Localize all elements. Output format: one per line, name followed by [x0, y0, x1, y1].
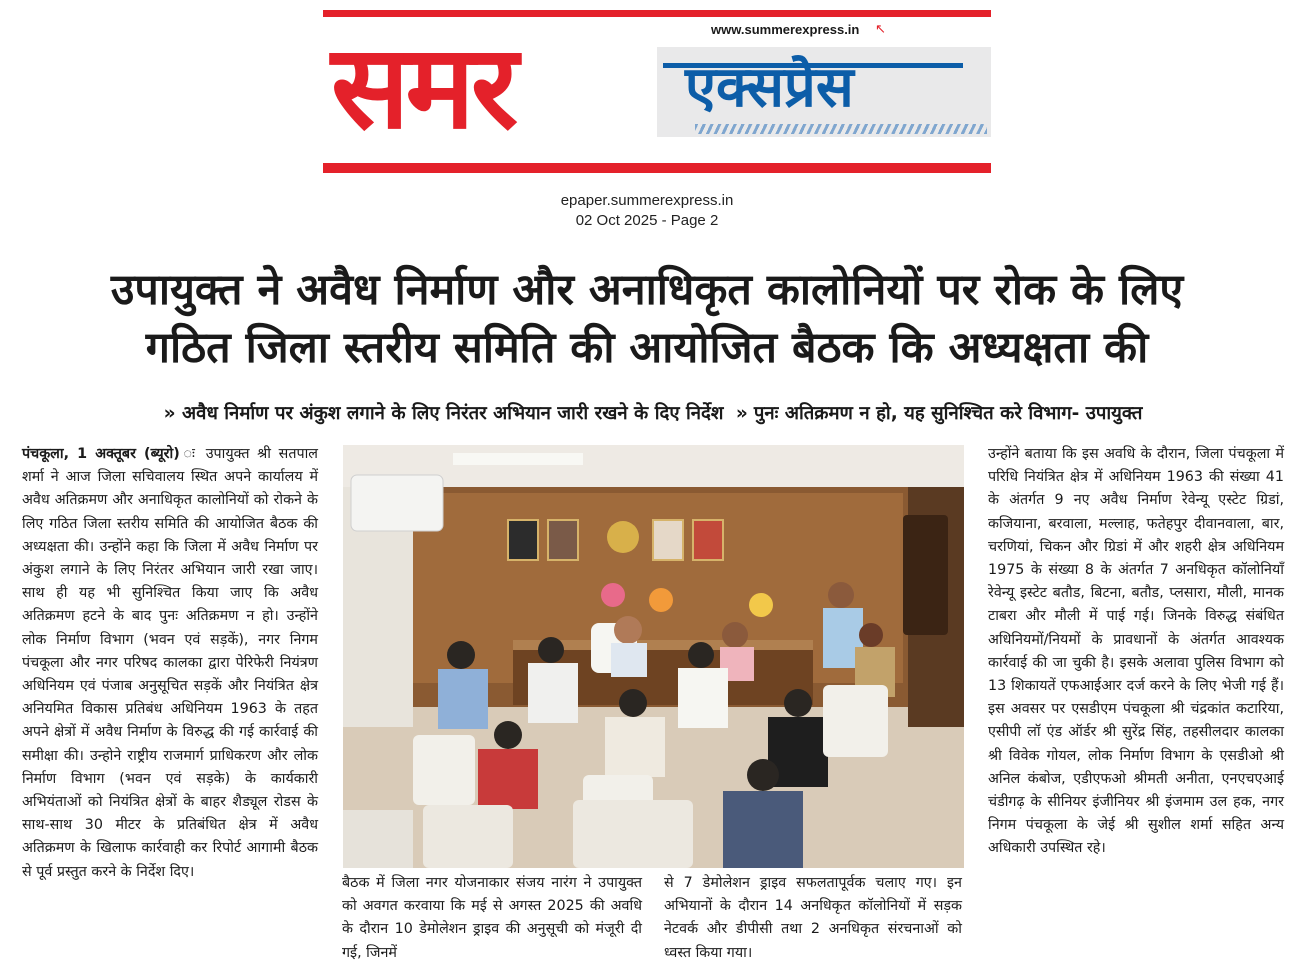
masthead-url: www.summerexpress.in: [711, 22, 860, 37]
meeting-photo-illustration: [343, 445, 964, 868]
subhead-part-1: अवैध निर्माण पर अंकुश लगाने के लिए निरंतर अभियान जारी रखने के दिए निर्देश: [182, 403, 724, 424]
headline-line-2: गठित जिला स्तरीय समिति की आयोजित बैठक कि अध्यक्षता की: [145, 323, 1149, 373]
subhead-marker: »: [163, 403, 176, 424]
subheadline: [28, 400, 1278, 425]
article-dateline: पंचकूला, 1 अक्तूबर (ब्यूरो): [22, 446, 180, 462]
article-column-left: [22, 443, 318, 884]
article-column-mid-1: बैठक में जिला नगर योजनाकार संजय नारंग ने उपायुक्त को अवगत करवाया कि मई से अगस्त 2025 की अवधि के दौरान 10 डेमोलेशन ड्राइव की अनुसूची को मंजूरी दी गई, जिनमें: [342, 875, 642, 961]
masthead-bottom-rule: [323, 163, 991, 173]
masthead-title-red: समर: [331, 20, 515, 155]
subhead-marker-2: »: [735, 403, 748, 424]
article-column-right: उन्होंने बताया कि इस अवधि के दौरान, जिला पंचकूला में परिधि नियंत्रित क्षेत्र में अधिनियम 1963 की संख्या 41 के अंतर्गत 9 नए अवैध निर्माण रेवेन्यू एस्टेट ग्रिडां, कजियाना, बरवाला, मल्लाह, फतेहपुर दीवानवाला, बार, चरणियां, चिकन और ग्रिडां में और शहरी क्षेत्र अधिनियम 1975 के संख्या 8 के अंतर्गत 7 अनधिकृत कॉलोनियाँ रेवेन्यू इस्टेट बतौड, बिटना, बतौड, प्लसारा, मौली, मानक टाबरा और मौली में पाई गई। जिनके विरुद्ध संबंधित अधिनियमों/नियमों के प्रावधानों के अंतर्गत आवश्यक कार्रवाई की जा चुकी है। इसके अलावा पुलिस विभाग को 13 शिकायतें एफआईआर दर्ज करने के लिए भेजी गई हैं। इस अवसर पर एसडीएम पंचकूला श्री चंद्रकांत कटारिया, एसीपी लॉ एंड ऑर्डर श्री सुरेंद्र सिंह, तहसीलदार कालका श्री विवेक गोयल, लोक निर्माण विभाग के एसडीओ श्री अनिल कंबोज, एडीएफओ श्रीमती अनीता, एनएचएआई चंडीगढ़ के सीनियर इंजीनियर श्री इंजमाम उल हक, नगर निगम पंचकूला के जेई श्री सुशील शर्मा सहित अन्य अधिकारी उपस्थित रहे।: [988, 446, 1284, 857]
meeting-photo: [343, 445, 964, 868]
epaper-site: epaper.summerexpress.in: [560, 192, 734, 209]
article-left-text: ः उपायुक्त श्री सतपाल शर्मा ने आज जिला सचिवालय स्थित अपने कार्यालय में अवैध अतिक्रमण और अनाधिकृत कालोनियों को रोकने के लिए गठित जिला स्तरीय समिति की आयोजित बैठक की अध्यक्षता की। उन्होंने कहा कि जिला में अवैध निर्माण पर अंकुश लगाने के लिए निरंतर अभियान जारी रखा जाए। साथ ही यह भी सुनिश्चित किया जाए कि अवैध अतिक्रमण हटने के बाद पुनः अतिक्रमण न हो। उन्होंने लोक निर्माण विभाग (भवन एवं सड़कें), नगर निगम पंचकूला और नगर परिषद कालका द्वारा पेरिफेरी नियंत्रण अधिनियम एवं पंजाब अनुसूचित सड़कें और नियंत्रित क्षेत्र अनियमित विकास प्रतिबंध अधिनियम 1963 के तहत अपने क्षेत्रों में अवैध निर्माण के विरुद्ध की गई कार्रवाई की समीक्षा की। उन्होने राष्ट्रीय राजमार्ग प्राधिकरण और लोक निर्माण विभाग (भवन एवं सड़के) के कार्यकारी अभियंताओं को नियंत्रित क्षेत्रों के बाहर शैड्यूल रोडस के साथ-साथ 30 मीटर के प्रतिबंधित क्षेत्र में अवैध अतिक्रमण के खिलाफ कार्रवाही कर रिपोर्ट आगामी बैठक से पूर्व प्रस्तुत करने के निर्देश दिए।: [22, 446, 318, 880]
masthead-top-rule: [323, 10, 991, 17]
masthead-stripes: [695, 124, 987, 134]
epaper-date-page: 02 Oct 2025 - Page 2: [575, 212, 719, 229]
subhead-part-2: पुनः अतिक्रमण न हो, यह सुनिश्चित करे विभाग- उपायुक्त: [753, 403, 1143, 424]
cursor-arrow-icon: ↖: [875, 22, 886, 37]
article-column-mid-2: से 7 डेमोलेशन ड्राइव सफलतापूर्वक चलाए गए। इन अभियानों के दौरान 14 अनधिकृत कॉलोनियों में सड़क नेटवर्क और डीपीसी तथा 2 अनधिकृत संरचनाओं को ध्वस्त किया गया।: [664, 875, 962, 961]
masthead-logo: [323, 10, 991, 173]
headline-line-1: उपायुक्त ने अवैध निर्माण और अनाधिकृत कालोनियों पर रोक के लिए: [110, 265, 1184, 315]
masthead-title-blue: एक्सप्रेस: [685, 55, 854, 120]
